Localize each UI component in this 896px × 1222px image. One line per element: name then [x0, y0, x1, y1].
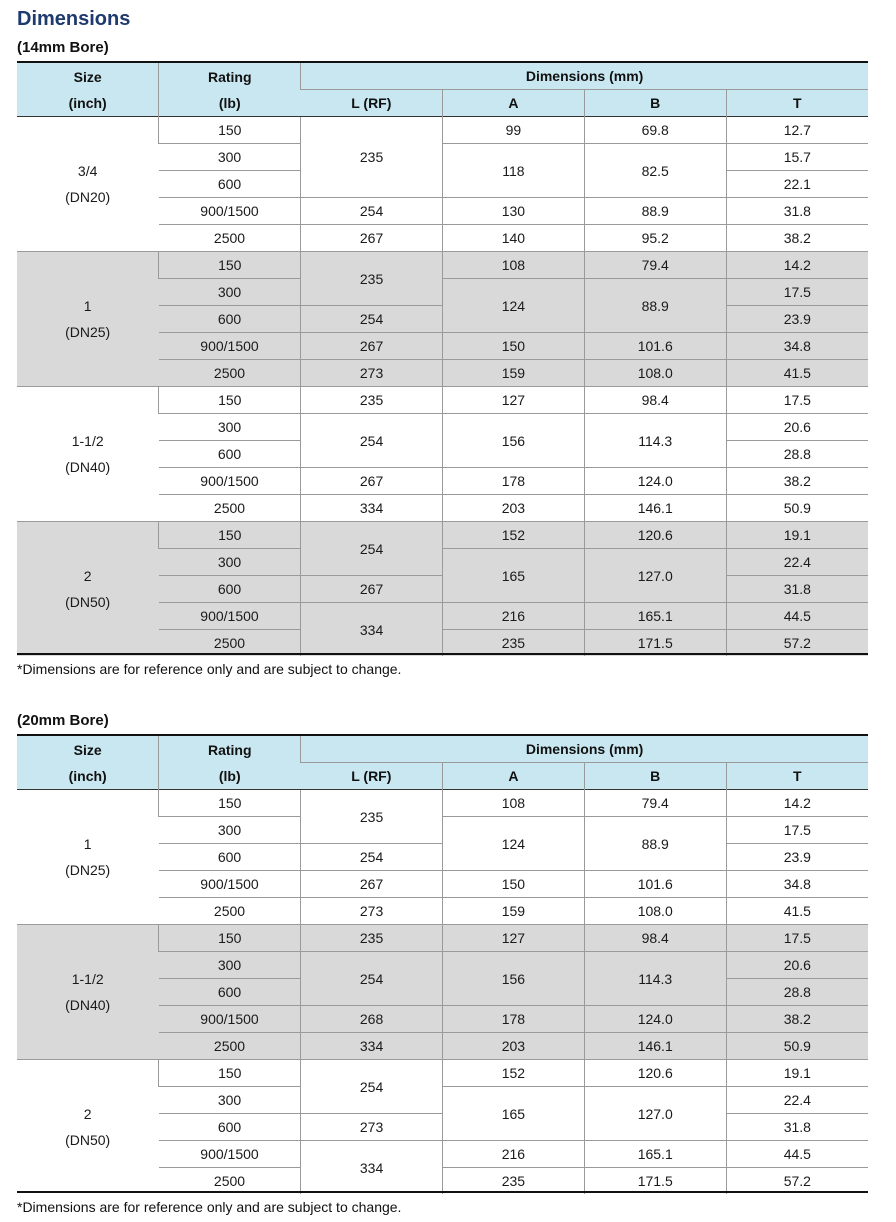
a-cell: 235	[442, 630, 584, 657]
a-cell: 216	[442, 603, 584, 630]
t-cell: 38.2	[726, 225, 868, 252]
b-cell: 146.1	[584, 495, 726, 522]
rating-cell: 900/1500	[159, 1141, 301, 1168]
size-cell	[17, 252, 159, 387]
a-cell: 235	[442, 1168, 584, 1195]
b-cell: 108.0	[584, 898, 726, 925]
rating-cell: 900/1500	[159, 333, 301, 360]
rating-cell: 900/1500	[159, 1006, 301, 1033]
t-cell: 31.8	[726, 1114, 868, 1141]
b-cell: 79.4	[584, 790, 726, 817]
a-cell: 178	[442, 468, 584, 495]
size-dn: (DN20)	[65, 189, 111, 205]
size-header-label: Size	[73, 741, 102, 758]
t-cell: 22.4	[726, 1087, 868, 1114]
rating-cell: 600	[159, 441, 301, 468]
t-cell: 57.2	[726, 1168, 868, 1195]
size-value: 1-1/2	[71, 971, 104, 987]
size-value: 2	[83, 568, 92, 584]
rating-header-label: Rating	[207, 68, 252, 85]
t-cell: 17.5	[726, 925, 868, 952]
header-row	[17, 735, 868, 763]
a-cell: 140	[442, 225, 584, 252]
rating-cell: 600	[159, 1114, 301, 1141]
size-header	[17, 735, 159, 790]
table-row	[17, 1060, 868, 1087]
rating-header	[159, 62, 301, 117]
l-header: L (RF)	[301, 90, 443, 117]
a-cell: 203	[442, 495, 584, 522]
table-row	[17, 387, 868, 414]
size-header-label: Size	[73, 68, 102, 85]
rating-cell: 900/1500	[159, 198, 301, 225]
l-cell: 235	[301, 117, 443, 198]
size-value: 1	[83, 836, 92, 852]
l-cell: 254	[301, 844, 443, 871]
l-cell: 267	[301, 576, 443, 603]
a-cell: 216	[442, 1141, 584, 1168]
a-cell: 156	[442, 952, 584, 1006]
l-cell: 268	[301, 1006, 443, 1033]
rating-header-label: Rating	[207, 741, 252, 758]
rating-cell: 300	[159, 952, 301, 979]
a-cell: 159	[442, 360, 584, 387]
l-cell: 334	[301, 603, 443, 657]
rating-cell: 900/1500	[159, 468, 301, 495]
size-header-unit: (inch)	[68, 767, 107, 784]
size-cell	[17, 117, 159, 252]
b-cell: 101.6	[584, 871, 726, 898]
l-cell: 273	[301, 360, 443, 387]
t-cell: 22.4	[726, 549, 868, 576]
b-cell: 165.1	[584, 1141, 726, 1168]
size-dn: (DN50)	[65, 594, 111, 610]
rating-cell: 2500	[159, 1033, 301, 1060]
dimensions-table-20mm	[17, 734, 868, 1194]
t-cell: 57.2	[726, 630, 868, 657]
rating-header-unit: (lb)	[218, 767, 241, 784]
a-cell: 124	[442, 279, 584, 333]
l-cell: 254	[301, 522, 443, 576]
t-cell: 15.7	[726, 144, 868, 171]
a-cell: 152	[442, 1060, 584, 1087]
b-cell: 95.2	[584, 225, 726, 252]
rating-cell: 900/1500	[159, 871, 301, 898]
rating-cell: 150	[159, 1060, 301, 1087]
dimensions-table-14mm	[17, 61, 868, 656]
table-bottom-rule	[17, 1191, 868, 1193]
b-cell: 98.4	[584, 925, 726, 952]
t-cell: 31.8	[726, 576, 868, 603]
size-dn: (DN25)	[65, 862, 111, 878]
size-cell	[17, 790, 159, 925]
rating-cell: 600	[159, 844, 301, 871]
size-header	[17, 62, 159, 117]
size-value: 1	[83, 298, 92, 314]
a-cell: 203	[442, 1033, 584, 1060]
t-cell: 34.8	[726, 871, 868, 898]
rating-cell: 600	[159, 576, 301, 603]
l-cell: 254	[301, 1060, 443, 1114]
l-cell: 254	[301, 198, 443, 225]
a-cell: 130	[442, 198, 584, 225]
rating-cell: 900/1500	[159, 603, 301, 630]
l-cell: 267	[301, 333, 443, 360]
b-cell: 127.0	[584, 549, 726, 603]
table-row	[17, 522, 868, 549]
l-cell: 235	[301, 252, 443, 306]
b-cell: 171.5	[584, 630, 726, 657]
t-cell: 12.7	[726, 117, 868, 144]
b-cell: 171.5	[584, 1168, 726, 1195]
t-cell: 23.9	[726, 844, 868, 871]
b-cell: 114.3	[584, 952, 726, 1006]
rating-cell: 300	[159, 817, 301, 844]
b-cell: 88.9	[584, 279, 726, 333]
a-cell: 108	[442, 252, 584, 279]
b-header: B	[584, 763, 726, 790]
b-cell: 146.1	[584, 1033, 726, 1060]
a-cell: 156	[442, 414, 584, 468]
rating-cell: 150	[159, 522, 301, 549]
rating-cell: 300	[159, 1087, 301, 1114]
a-cell: 127	[442, 387, 584, 414]
a-cell: 150	[442, 333, 584, 360]
l-cell: 254	[301, 414, 443, 468]
a-cell: 108	[442, 790, 584, 817]
size-dn: (DN40)	[65, 997, 111, 1013]
t-cell: 50.9	[726, 495, 868, 522]
t-cell: 34.8	[726, 333, 868, 360]
rating-cell: 300	[159, 144, 301, 171]
b-cell: 82.5	[584, 144, 726, 198]
dimensions-header: Dimensions (mm)	[301, 62, 868, 90]
size-cell	[17, 925, 159, 1060]
l-cell: 334	[301, 1141, 443, 1195]
b-cell: 120.6	[584, 522, 726, 549]
t-cell: 44.5	[726, 1141, 868, 1168]
rating-cell: 600	[159, 306, 301, 333]
l-cell: 273	[301, 1114, 443, 1141]
l-header: L (RF)	[301, 763, 443, 790]
t-cell: 41.5	[726, 898, 868, 925]
rating-cell: 150	[159, 387, 301, 414]
rating-cell: 300	[159, 414, 301, 441]
rating-cell: 2500	[159, 898, 301, 925]
t-cell: 38.2	[726, 468, 868, 495]
b-cell: 124.0	[584, 468, 726, 495]
a-cell: 178	[442, 1006, 584, 1033]
rating-cell: 150	[159, 790, 301, 817]
b-cell: 88.9	[584, 198, 726, 225]
size-dn: (DN50)	[65, 1132, 111, 1148]
size-cell	[17, 522, 159, 657]
a-cell: 118	[442, 144, 584, 198]
t-cell: 19.1	[726, 522, 868, 549]
bore-heading-20mm: (20mm Bore)	[17, 712, 109, 729]
t-header: T	[726, 763, 868, 790]
table-body	[17, 735, 868, 1194]
table-body	[17, 62, 868, 656]
a-cell: 124	[442, 817, 584, 871]
t-cell: 31.8	[726, 198, 868, 225]
t-cell: 17.5	[726, 279, 868, 306]
b-cell: 120.6	[584, 1060, 726, 1087]
t-cell: 17.5	[726, 387, 868, 414]
size-value: 1-1/2	[71, 433, 104, 449]
table-row	[17, 790, 868, 817]
a-cell: 159	[442, 898, 584, 925]
b-cell: 88.9	[584, 817, 726, 871]
b-cell: 79.4	[584, 252, 726, 279]
a-cell: 99	[442, 117, 584, 144]
t-cell: 14.2	[726, 790, 868, 817]
size-cell	[17, 387, 159, 522]
table-bottom-rule	[17, 653, 868, 655]
rating-cell: 300	[159, 549, 301, 576]
t-cell: 44.5	[726, 603, 868, 630]
t-cell: 41.5	[726, 360, 868, 387]
rating-cell: 150	[159, 925, 301, 952]
table-row	[17, 925, 868, 952]
size-dn: (DN40)	[65, 459, 111, 475]
rating-header-unit: (lb)	[218, 94, 241, 111]
l-cell: 254	[301, 306, 443, 333]
t-cell: 14.2	[726, 252, 868, 279]
rating-cell: 2500	[159, 225, 301, 252]
b-cell: 101.6	[584, 333, 726, 360]
size-cell	[17, 1060, 159, 1195]
dimensions-header: Dimensions (mm)	[301, 735, 868, 763]
size-value: 3/4	[77, 163, 98, 179]
rating-cell: 2500	[159, 1168, 301, 1195]
t-cell: 20.6	[726, 414, 868, 441]
t-cell: 50.9	[726, 1033, 868, 1060]
page-title: Dimensions	[17, 8, 131, 30]
t-cell: 38.2	[726, 1006, 868, 1033]
b-cell: 69.8	[584, 117, 726, 144]
b-cell: 124.0	[584, 1006, 726, 1033]
l-cell: 267	[301, 468, 443, 495]
rating-cell: 2500	[159, 495, 301, 522]
a-cell: 150	[442, 871, 584, 898]
a-cell: 165	[442, 1087, 584, 1141]
a-cell: 127	[442, 925, 584, 952]
b-cell: 127.0	[584, 1087, 726, 1141]
l-cell: 254	[301, 952, 443, 1006]
t-header: T	[726, 90, 868, 117]
b-header: B	[584, 90, 726, 117]
rating-cell: 600	[159, 979, 301, 1006]
a-cell: 152	[442, 522, 584, 549]
t-cell: 23.9	[726, 306, 868, 333]
a-cell: 165	[442, 549, 584, 603]
rating-cell: 300	[159, 279, 301, 306]
table-row	[17, 252, 868, 279]
rating-cell: 150	[159, 117, 301, 144]
t-cell: 28.8	[726, 441, 868, 468]
t-cell: 20.6	[726, 952, 868, 979]
b-cell: 108.0	[584, 360, 726, 387]
t-cell: 28.8	[726, 979, 868, 1006]
l-cell: 235	[301, 790, 443, 844]
l-cell: 235	[301, 925, 443, 952]
t-cell: 22.1	[726, 171, 868, 198]
a-header: A	[442, 90, 584, 117]
l-cell: 267	[301, 225, 443, 252]
l-cell: 273	[301, 898, 443, 925]
rating-header	[159, 735, 301, 790]
bore-heading-14mm: (14mm Bore)	[17, 39, 109, 56]
reference-note: *Dimensions are for reference only and are subject to change.	[17, 661, 402, 677]
l-cell: 235	[301, 387, 443, 414]
a-header: A	[442, 763, 584, 790]
l-cell: 267	[301, 871, 443, 898]
rating-cell: 150	[159, 252, 301, 279]
table-row	[17, 117, 868, 144]
rating-cell: 600	[159, 171, 301, 198]
t-cell: 17.5	[726, 817, 868, 844]
rating-cell: 2500	[159, 360, 301, 387]
l-cell: 334	[301, 495, 443, 522]
b-cell: 165.1	[584, 603, 726, 630]
t-cell: 19.1	[726, 1060, 868, 1087]
size-dn: (DN25)	[65, 324, 111, 340]
reference-note: *Dimensions are for reference only and are subject to change.	[17, 1199, 402, 1215]
l-cell: 334	[301, 1033, 443, 1060]
b-cell: 114.3	[584, 414, 726, 468]
rating-cell: 2500	[159, 630, 301, 657]
b-cell: 98.4	[584, 387, 726, 414]
size-header-unit: (inch)	[68, 94, 107, 111]
size-value: 2	[83, 1106, 92, 1122]
header-row	[17, 62, 868, 90]
